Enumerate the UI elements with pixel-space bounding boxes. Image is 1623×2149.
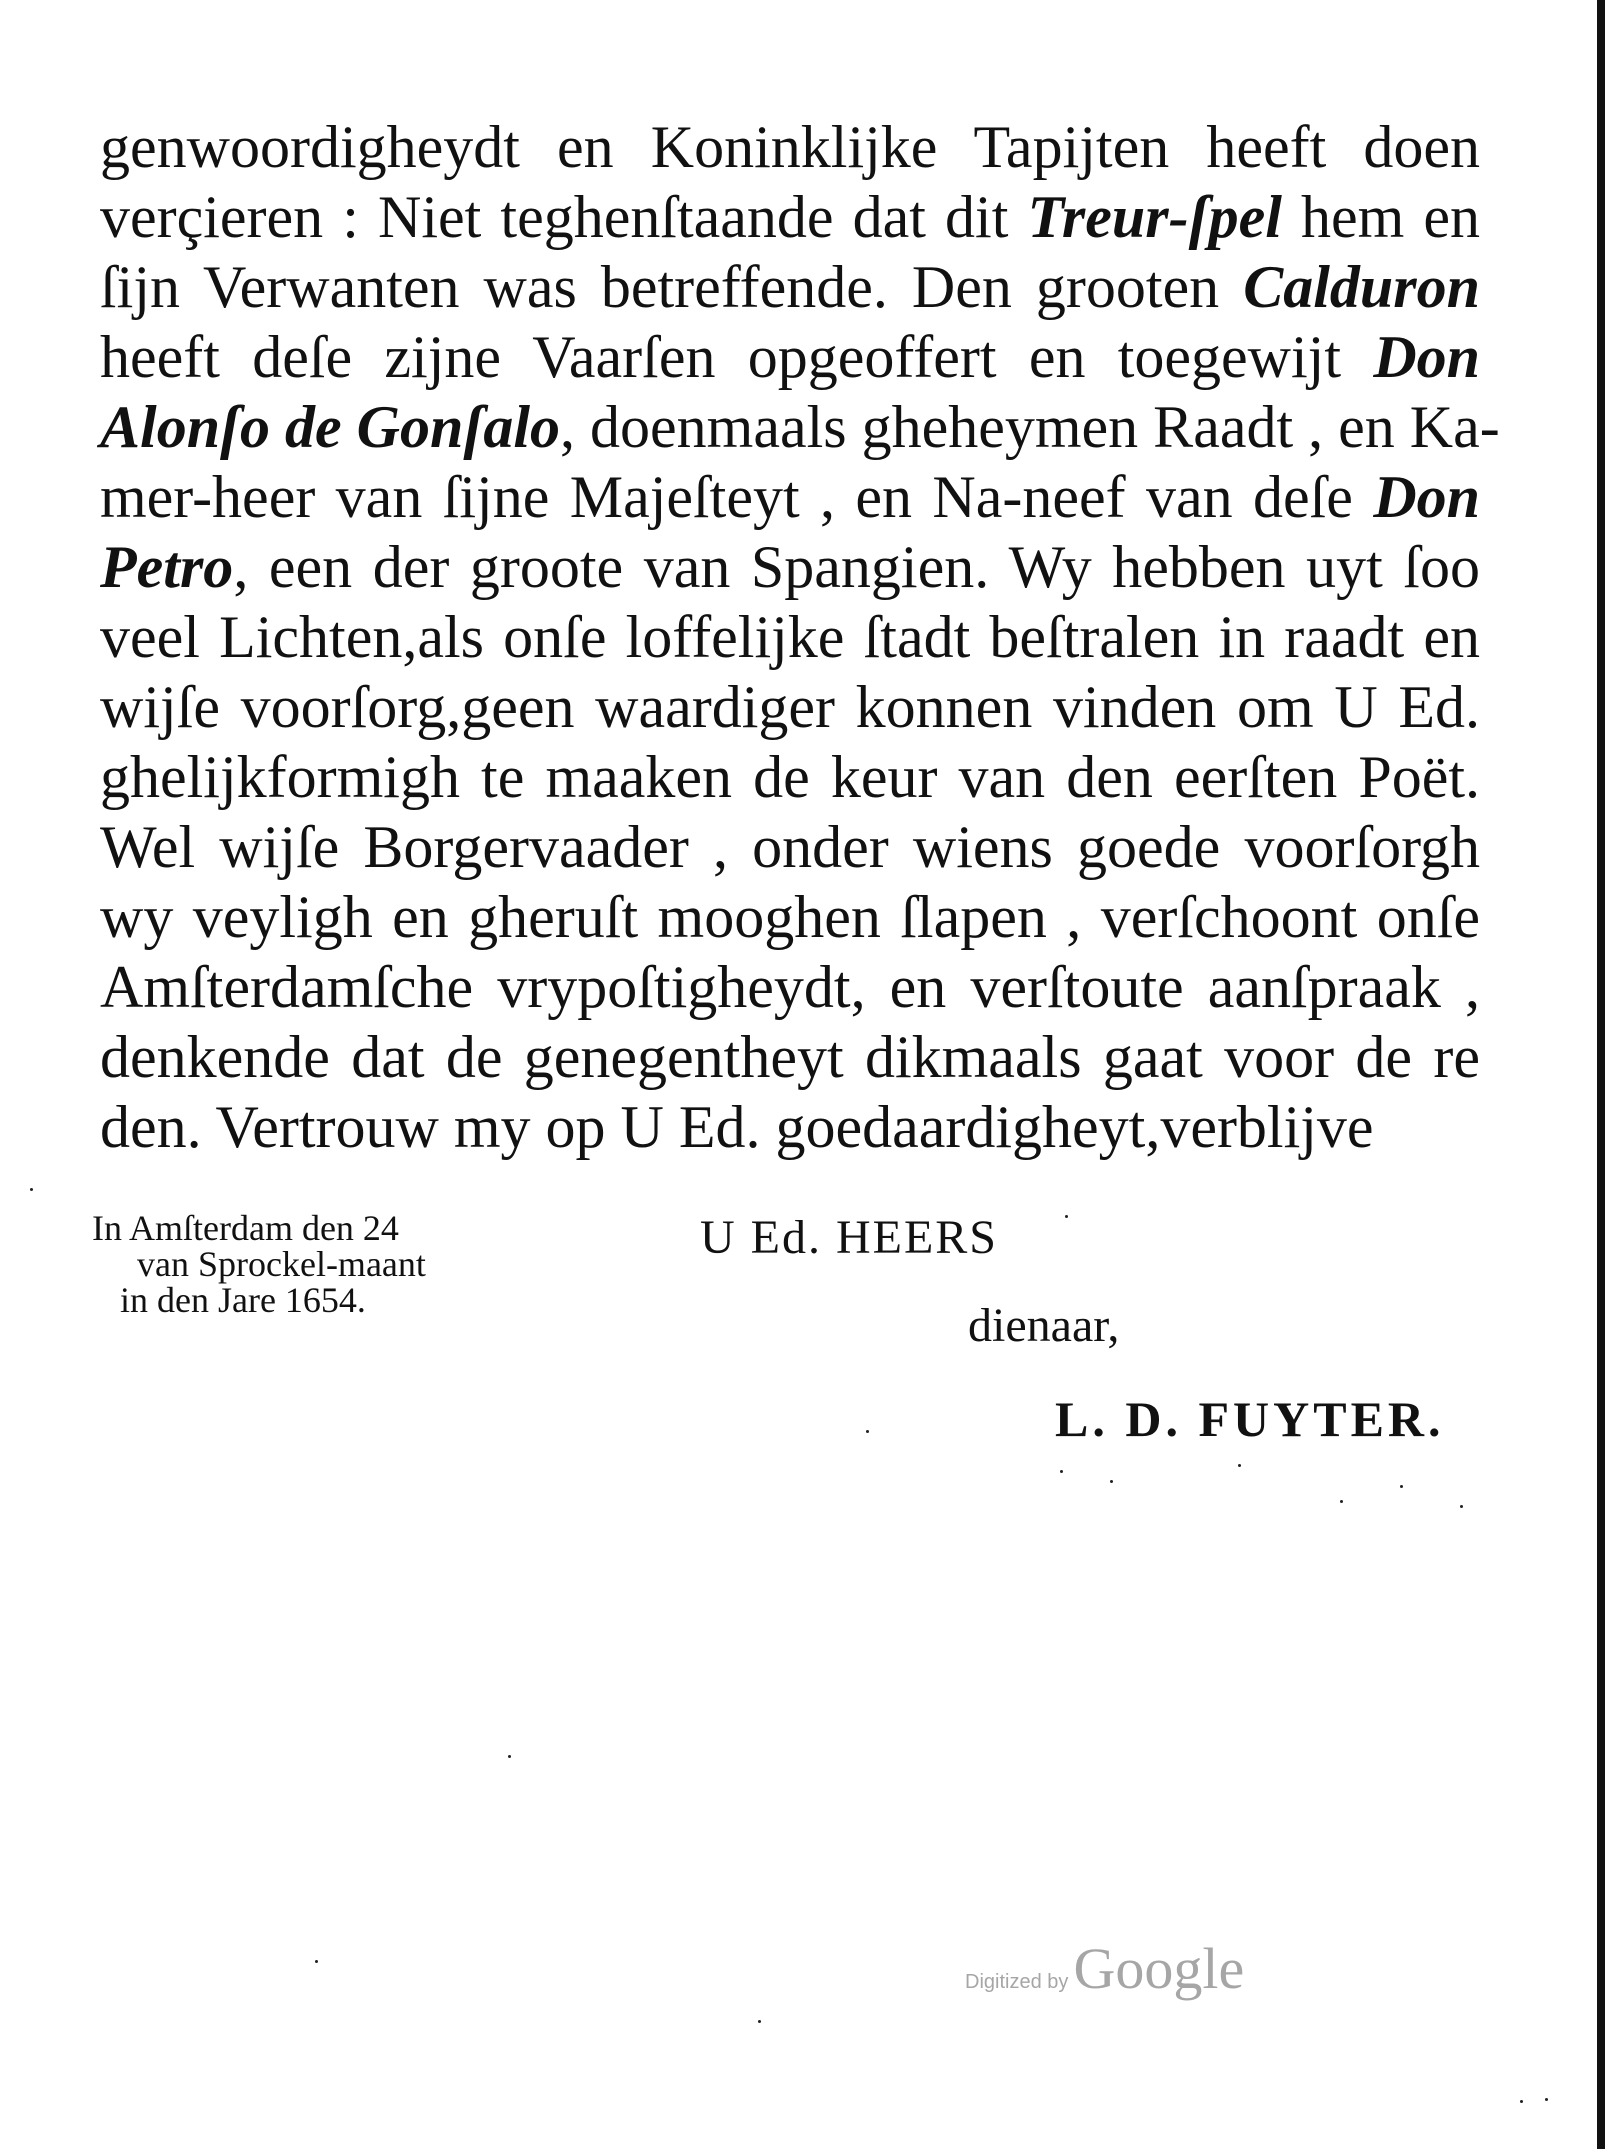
digitized-by-label: Digitized by (965, 1971, 1069, 1993)
digitized-by-google-watermark (965, 1935, 1244, 2002)
italic-name: Don (1373, 324, 1481, 390)
closing-salutation: U Ed. HEERS (700, 1211, 998, 1264)
place-date-block (92, 1210, 426, 1318)
letter-line: Amſterdamſche vrypoſtigheydt, en verſtoute aanſpraak , (100, 954, 1480, 1020)
scan-speck (1238, 1464, 1241, 1467)
scan-speck (1460, 1505, 1463, 1508)
letter-line: veel Lichten,als onſe loffelijke ſtadt beſtralen in raadt en (100, 604, 1480, 670)
scan-speck (30, 1188, 33, 1191)
letter-line: verçieren : Niet teghenſtaande dat dit Treur-ſpel hem en (100, 184, 1480, 250)
place-date-line: in den Jare 1654. (120, 1280, 366, 1320)
letter-line: denkende dat de genegentheyt dikmaals gaat voor de re (100, 1024, 1480, 1090)
page-edge (1597, 0, 1605, 2149)
scan-speck (1340, 1500, 1343, 1503)
italic-name: Petro (100, 534, 234, 600)
letter-line: Wel wijſe Borgervaader , onder wiens goede voorſorgh (100, 814, 1480, 880)
letter-line: heeft deſe zijne Vaarſen opgeoffert en toegewijt Don (100, 324, 1481, 390)
scan-speck (1400, 1485, 1403, 1488)
letter-line: mer-heer van ſijne Majeſteyt , en Na-neef van deſe Don (100, 464, 1481, 530)
letter-line: genwoordigheydt en Koninklijke Tapijten heeft doen (100, 114, 1480, 180)
place-date-line: In Amſterdam den 24 (92, 1208, 399, 1248)
letter-line: den. Vertrouw my op U Ed. goedaardigheyt,verblijve (100, 1094, 1374, 1160)
italic-term: Treur-ſpel (1027, 184, 1282, 250)
signature: L. D. FUYTER. (1055, 1391, 1445, 1447)
google-logo: Google (1073, 1936, 1245, 2001)
closing-servant: dienaar, (968, 1299, 1120, 1352)
letter-line: Petro, een der groote van Spangien. Wy hebben uyt ſoo (100, 534, 1480, 600)
scan-speck (1545, 2098, 1548, 2101)
italic-name: Alonſo de Gonſalo (100, 394, 561, 460)
scan-speck (1060, 1470, 1063, 1473)
scan-speck (866, 1430, 869, 1433)
scan-speck (1065, 1215, 1068, 1218)
italic-name: Don (1373, 464, 1481, 530)
place-date-line: van Sprockel-maant (137, 1244, 426, 1284)
letter-line: wijſe voorſorg,geen waardiger konnen vinden om U Ed. (100, 674, 1480, 740)
scan-speck (1520, 2100, 1523, 2103)
letter-body (100, 112, 1500, 1162)
letter-line: ſijn Verwanten was betreffende. Den grooten Calduron (100, 254, 1480, 320)
scan-speck (315, 1960, 318, 1963)
scan-speck (758, 2020, 761, 2023)
scan-speck (508, 1755, 511, 1758)
letter-line: ghelijkformigh te maaken de keur van den eerſten Poët. (100, 744, 1480, 810)
scan-speck (1110, 1480, 1113, 1483)
letter-line: Alonſo de Gonſalo, doenmaals gheheymen Raadt , en Ka- (100, 394, 1500, 460)
letter-line: wy veyligh en gheruſt mooghen ſlapen , verſchoont onſe (100, 884, 1480, 950)
italic-name: Calduron (1243, 254, 1480, 320)
